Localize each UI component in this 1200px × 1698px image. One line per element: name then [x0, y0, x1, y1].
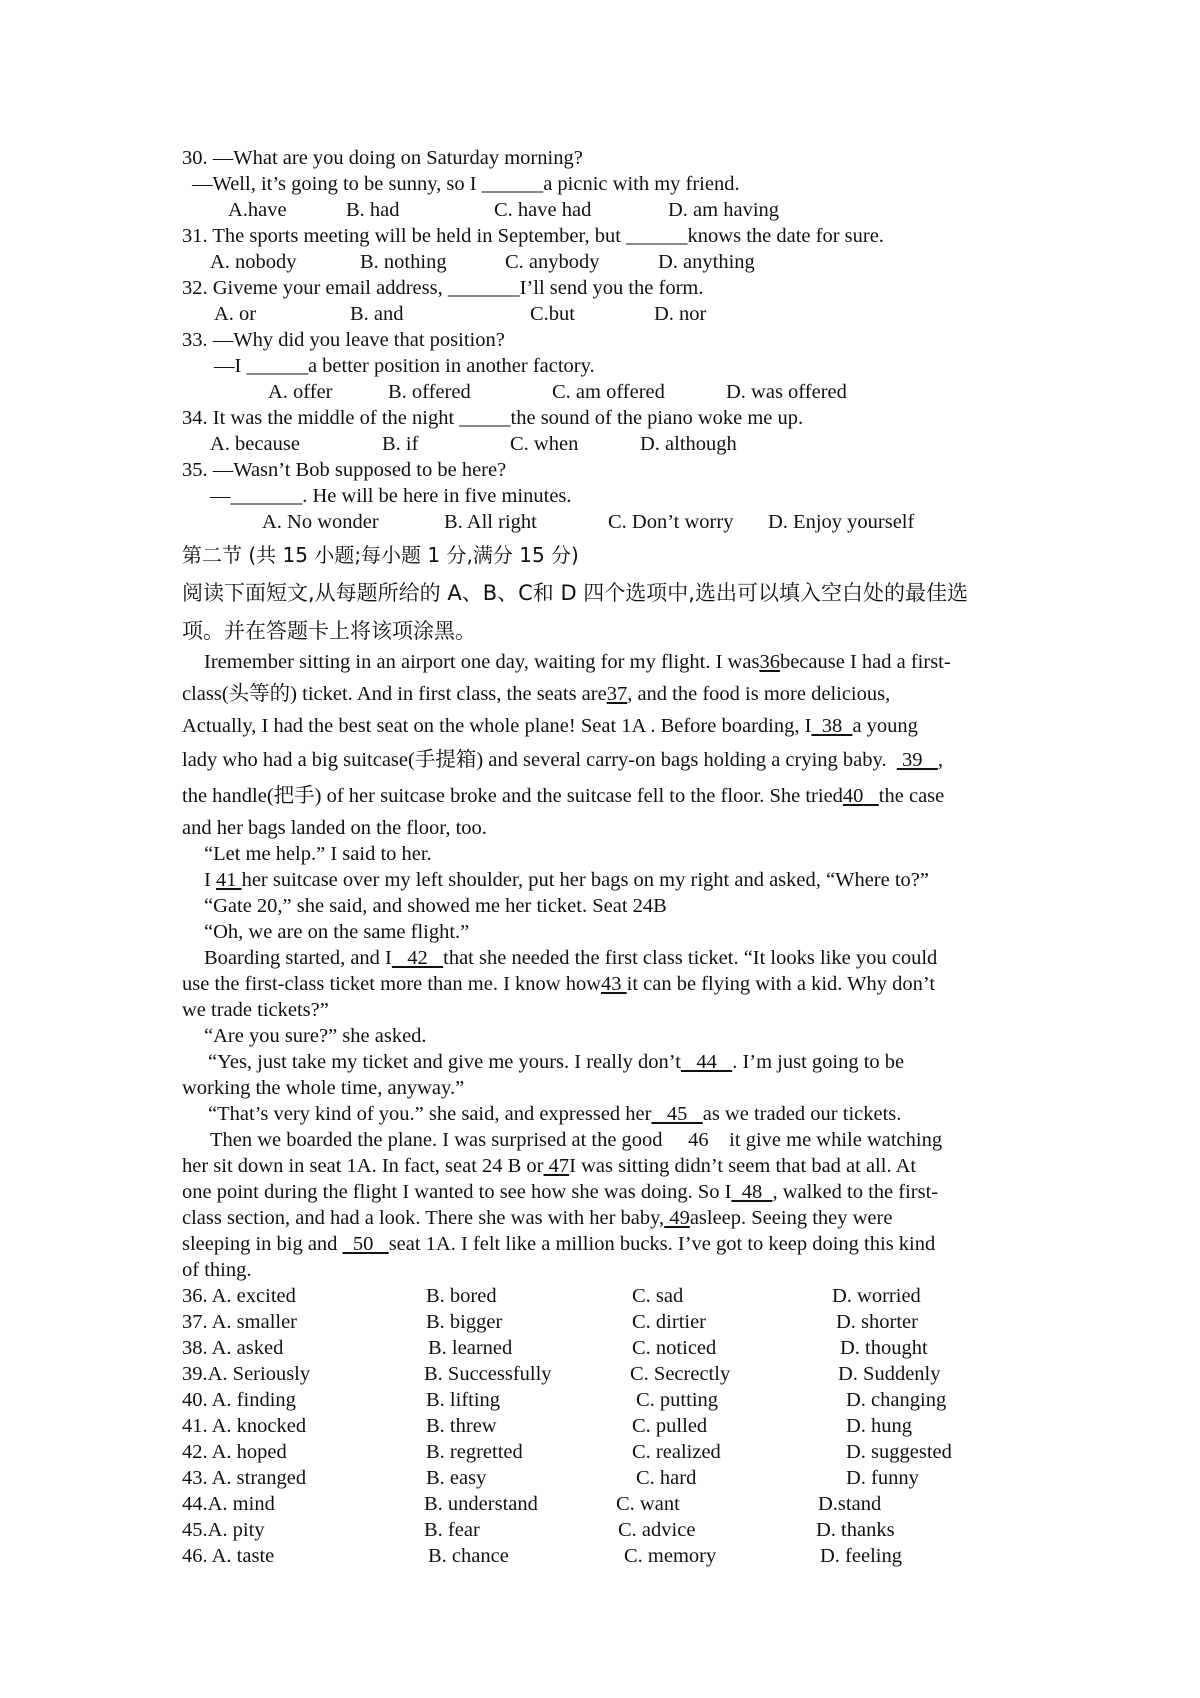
- q32-option-a: A. or: [214, 303, 257, 325]
- q34-option-b: B. if: [382, 433, 419, 455]
- section-2-instruction-line-1: 阅读下面短文,从每题所给的 A、B、C和 D 四个选项中,选出可以填入空白处的最佳选: [182, 581, 968, 605]
- q33-option-c: C. am offered: [552, 381, 665, 403]
- question-35-reply: —_______. He will be here in five minutes.: [210, 485, 572, 507]
- q30-option-b: B. had: [346, 199, 400, 221]
- option-46-b: B. chance: [428, 1545, 509, 1567]
- passage-line-19: her sit down in seat 1A. In fact, seat 24 B or 47I was sitting didn’t seem that bad at all. At: [182, 1155, 917, 1177]
- q32-option-c: C.but: [530, 303, 575, 325]
- option-42-b: B. regretted: [426, 1441, 523, 1463]
- option-40-a: 40. A. finding: [182, 1389, 296, 1411]
- q34-option-d: D. although: [640, 433, 737, 455]
- passage-line-15: “Yes, just take my ticket and give me yours. I really don’t 44 . I’m just going to be: [208, 1051, 905, 1073]
- option-43-d: D. funny: [846, 1467, 919, 1489]
- blank-48: 48: [731, 1181, 773, 1203]
- option-38-a: 38. A. asked: [182, 1337, 284, 1359]
- option-39-b: B. Successfully: [424, 1363, 552, 1385]
- option-43-a: 43. A. stranged: [182, 1467, 307, 1489]
- option-41-a: 41. A. knocked: [182, 1415, 307, 1437]
- option-44-d: D.stand: [818, 1493, 882, 1515]
- option-36-d: D. worried: [832, 1285, 921, 1307]
- passage-line-13: we trade tickets?”: [182, 999, 329, 1021]
- passage-line-9: “Gate 20,” she said, and showed me her ticket. Seat 24B: [204, 895, 667, 917]
- section-2-instruction-line-2: 项。并在答题卡上将该项涂黑。: [182, 619, 476, 643]
- option-44-c: C. want: [616, 1493, 680, 1515]
- q31-option-c: C. anybody: [505, 251, 600, 273]
- passage-line-5: the handle(把手) of her suitcase broke and the suitcase fell to the floor. She tried40 the case: [182, 785, 945, 807]
- option-44-b: B. understand: [424, 1493, 538, 1515]
- passage-line-20: one point during the flight I wanted to see how she was doing. So I 48 , walked to the first-: [182, 1181, 939, 1203]
- passage-line-3: Actually, I had the best seat on the whole plane! Seat 1A . Before boarding, I 38 a young: [182, 715, 918, 737]
- option-38-b: B. learned: [428, 1337, 513, 1359]
- option-36-b: B. bored: [426, 1285, 497, 1307]
- question-33-prompt: 33. —Why did you leave that position?: [182, 329, 505, 351]
- q32-option-b: B. and: [350, 303, 404, 325]
- q33-option-d: D. was offered: [726, 381, 847, 403]
- q31-option-b: B. nothing: [360, 251, 447, 273]
- option-46-c: C. memory: [624, 1545, 717, 1567]
- option-39-c: C. Secrectly: [630, 1363, 731, 1385]
- option-45-a: 45.A. pity: [182, 1519, 265, 1541]
- q35-option-a: A. No wonder: [262, 511, 379, 533]
- passage-line-23: of thing.: [182, 1259, 252, 1281]
- option-37-a: 37. A. smaller: [182, 1311, 298, 1333]
- q35-option-b: B. All right: [444, 511, 537, 533]
- blank-41: 41: [215, 869, 242, 891]
- blank-50: 50: [342, 1233, 389, 1255]
- question-31-prompt: 31. The sports meeting will be held in September, but ______knows the date for sure.: [182, 225, 884, 247]
- blank-37: 37: [606, 683, 628, 705]
- option-43-c: C. hard: [636, 1467, 697, 1489]
- question-33-reply: —I ______a better position in another factory.: [214, 355, 595, 377]
- blank-43: 43: [601, 973, 627, 995]
- option-42-d: D. suggested: [846, 1441, 952, 1463]
- passage-line-22: sleeping in big and 50 seat 1A. I felt like a million bucks. I’ve got to keep doing this kind: [182, 1233, 936, 1255]
- blank-38: 38: [811, 715, 853, 737]
- passage-line-10: “Oh, we are on the same flight.”: [204, 921, 470, 943]
- blank-44: 44: [680, 1051, 733, 1073]
- q35-option-c: C. Don’t worry: [608, 511, 734, 533]
- passage-line-1: Iremember sitting in an airport one day, waiting for my flight. I was36because I had a first-: [204, 651, 951, 673]
- passage-line-6: and her bags landed on the floor, too.: [182, 817, 487, 839]
- blank-40: 40: [842, 785, 879, 807]
- option-46-a: 46. A. taste: [182, 1545, 275, 1567]
- option-40-b: B. lifting: [426, 1389, 501, 1411]
- q34-option-c: C. when: [510, 433, 579, 455]
- option-37-c: C. dirtier: [632, 1311, 707, 1333]
- option-39-a: 39.A. Seriously: [182, 1363, 311, 1385]
- passage-line-11: Boarding started, and I 42 that she needed the first class ticket. “It looks like you could: [204, 947, 938, 969]
- question-30-reply: —Well, it’s going to be sunny, so I ______a picnic with my friend.: [192, 173, 740, 195]
- q30-option-a: A.have: [228, 199, 287, 221]
- option-37-b: B. bigger: [426, 1311, 503, 1333]
- passage-line-8: I 41 her suitcase over my left shoulder, put her bags on my right and asked, “Where to?”: [204, 869, 929, 891]
- q32-option-d: D. nor: [654, 303, 707, 325]
- option-38-d: D. thought: [840, 1337, 928, 1359]
- passage-line-7: “Let me help.” I said to her.: [204, 843, 432, 865]
- q33-option-b: B. offered: [388, 381, 471, 403]
- blank-42: 42: [391, 947, 444, 969]
- q34-option-a: A. because: [210, 433, 300, 455]
- option-40-d: D. changing: [846, 1389, 947, 1411]
- q31-option-a: A. nobody: [210, 251, 297, 273]
- question-32-prompt: 32. Giveme your email address, _______I’ll send you the form.: [182, 277, 704, 299]
- q30-option-c: C. have had: [494, 199, 592, 221]
- question-34-prompt: 34. It was the middle of the night _____the sound of the piano woke me up.: [182, 407, 804, 429]
- section-2-heading: 第二节 (共 15 小题;每小题 1 分,满分 15 分): [182, 543, 579, 567]
- option-39-d: D. Suddenly: [838, 1363, 941, 1385]
- option-41-b: B. threw: [426, 1415, 497, 1437]
- passage-line-2: class(头等的) ticket. And in first class, the seats are37, and the food is more delicious,: [182, 683, 891, 705]
- option-45-d: D. thanks: [816, 1519, 895, 1541]
- option-44-a: 44.A. mind: [182, 1493, 275, 1515]
- question-30-prompt: 30. —What are you doing on Saturday morning?: [182, 147, 583, 169]
- q33-option-a: A. offer: [268, 381, 333, 403]
- option-38-c: C. noticed: [632, 1337, 717, 1359]
- blank-36: 36: [759, 651, 780, 673]
- option-46-d: D. feeling: [820, 1545, 902, 1567]
- passage-line-12: use the first-class ticket more than me. I know how43 it can be flying with a kid. Why don’t: [182, 973, 936, 995]
- option-41-d: D. hung: [846, 1415, 913, 1437]
- blank-39: 39: [896, 749, 938, 771]
- blank-47: 47: [543, 1155, 570, 1177]
- option-42-c: C. realized: [632, 1441, 721, 1463]
- option-40-c: C. putting: [636, 1389, 719, 1411]
- passage-line-16: working the whole time, anyway.”: [182, 1077, 465, 1099]
- passage-line-18: Then we boarded the plane. I was surprised at the good 46 it give me while watching: [210, 1129, 943, 1151]
- q31-option-d: D. anything: [658, 251, 755, 273]
- passage-line-21: class section, and had a look. There she was with her baby, 49asleep. Seeing they were: [182, 1207, 893, 1229]
- question-35-prompt: 35. —Wasn’t Bob supposed to be here?: [182, 459, 507, 481]
- option-43-b: B. easy: [426, 1467, 487, 1489]
- option-42-a: 42. A. hoped: [182, 1441, 287, 1463]
- blank-49: 49: [664, 1207, 690, 1229]
- blank-45: 45: [651, 1103, 703, 1125]
- option-37-d: D. shorter: [836, 1311, 918, 1333]
- passage-line-17: “That’s very kind of you.” she said, and expressed her 45 as we traded our tickets.: [208, 1103, 902, 1125]
- option-36-a: 36. A. excited: [182, 1285, 296, 1307]
- q35-option-d: D. Enjoy yourself: [768, 511, 915, 533]
- option-45-c: C. advice: [618, 1519, 696, 1541]
- option-45-b: B. fear: [424, 1519, 480, 1541]
- passage-line-14: “Are you sure?” she asked.: [204, 1025, 427, 1047]
- passage-line-4: lady who had a big suitcase(手提箱) and several carry-on bags holding a crying baby. 39 ,: [182, 749, 943, 771]
- q30-option-d: D. am having: [668, 199, 780, 221]
- option-41-c: C. pulled: [632, 1415, 708, 1437]
- option-36-c: C. sad: [632, 1285, 684, 1307]
